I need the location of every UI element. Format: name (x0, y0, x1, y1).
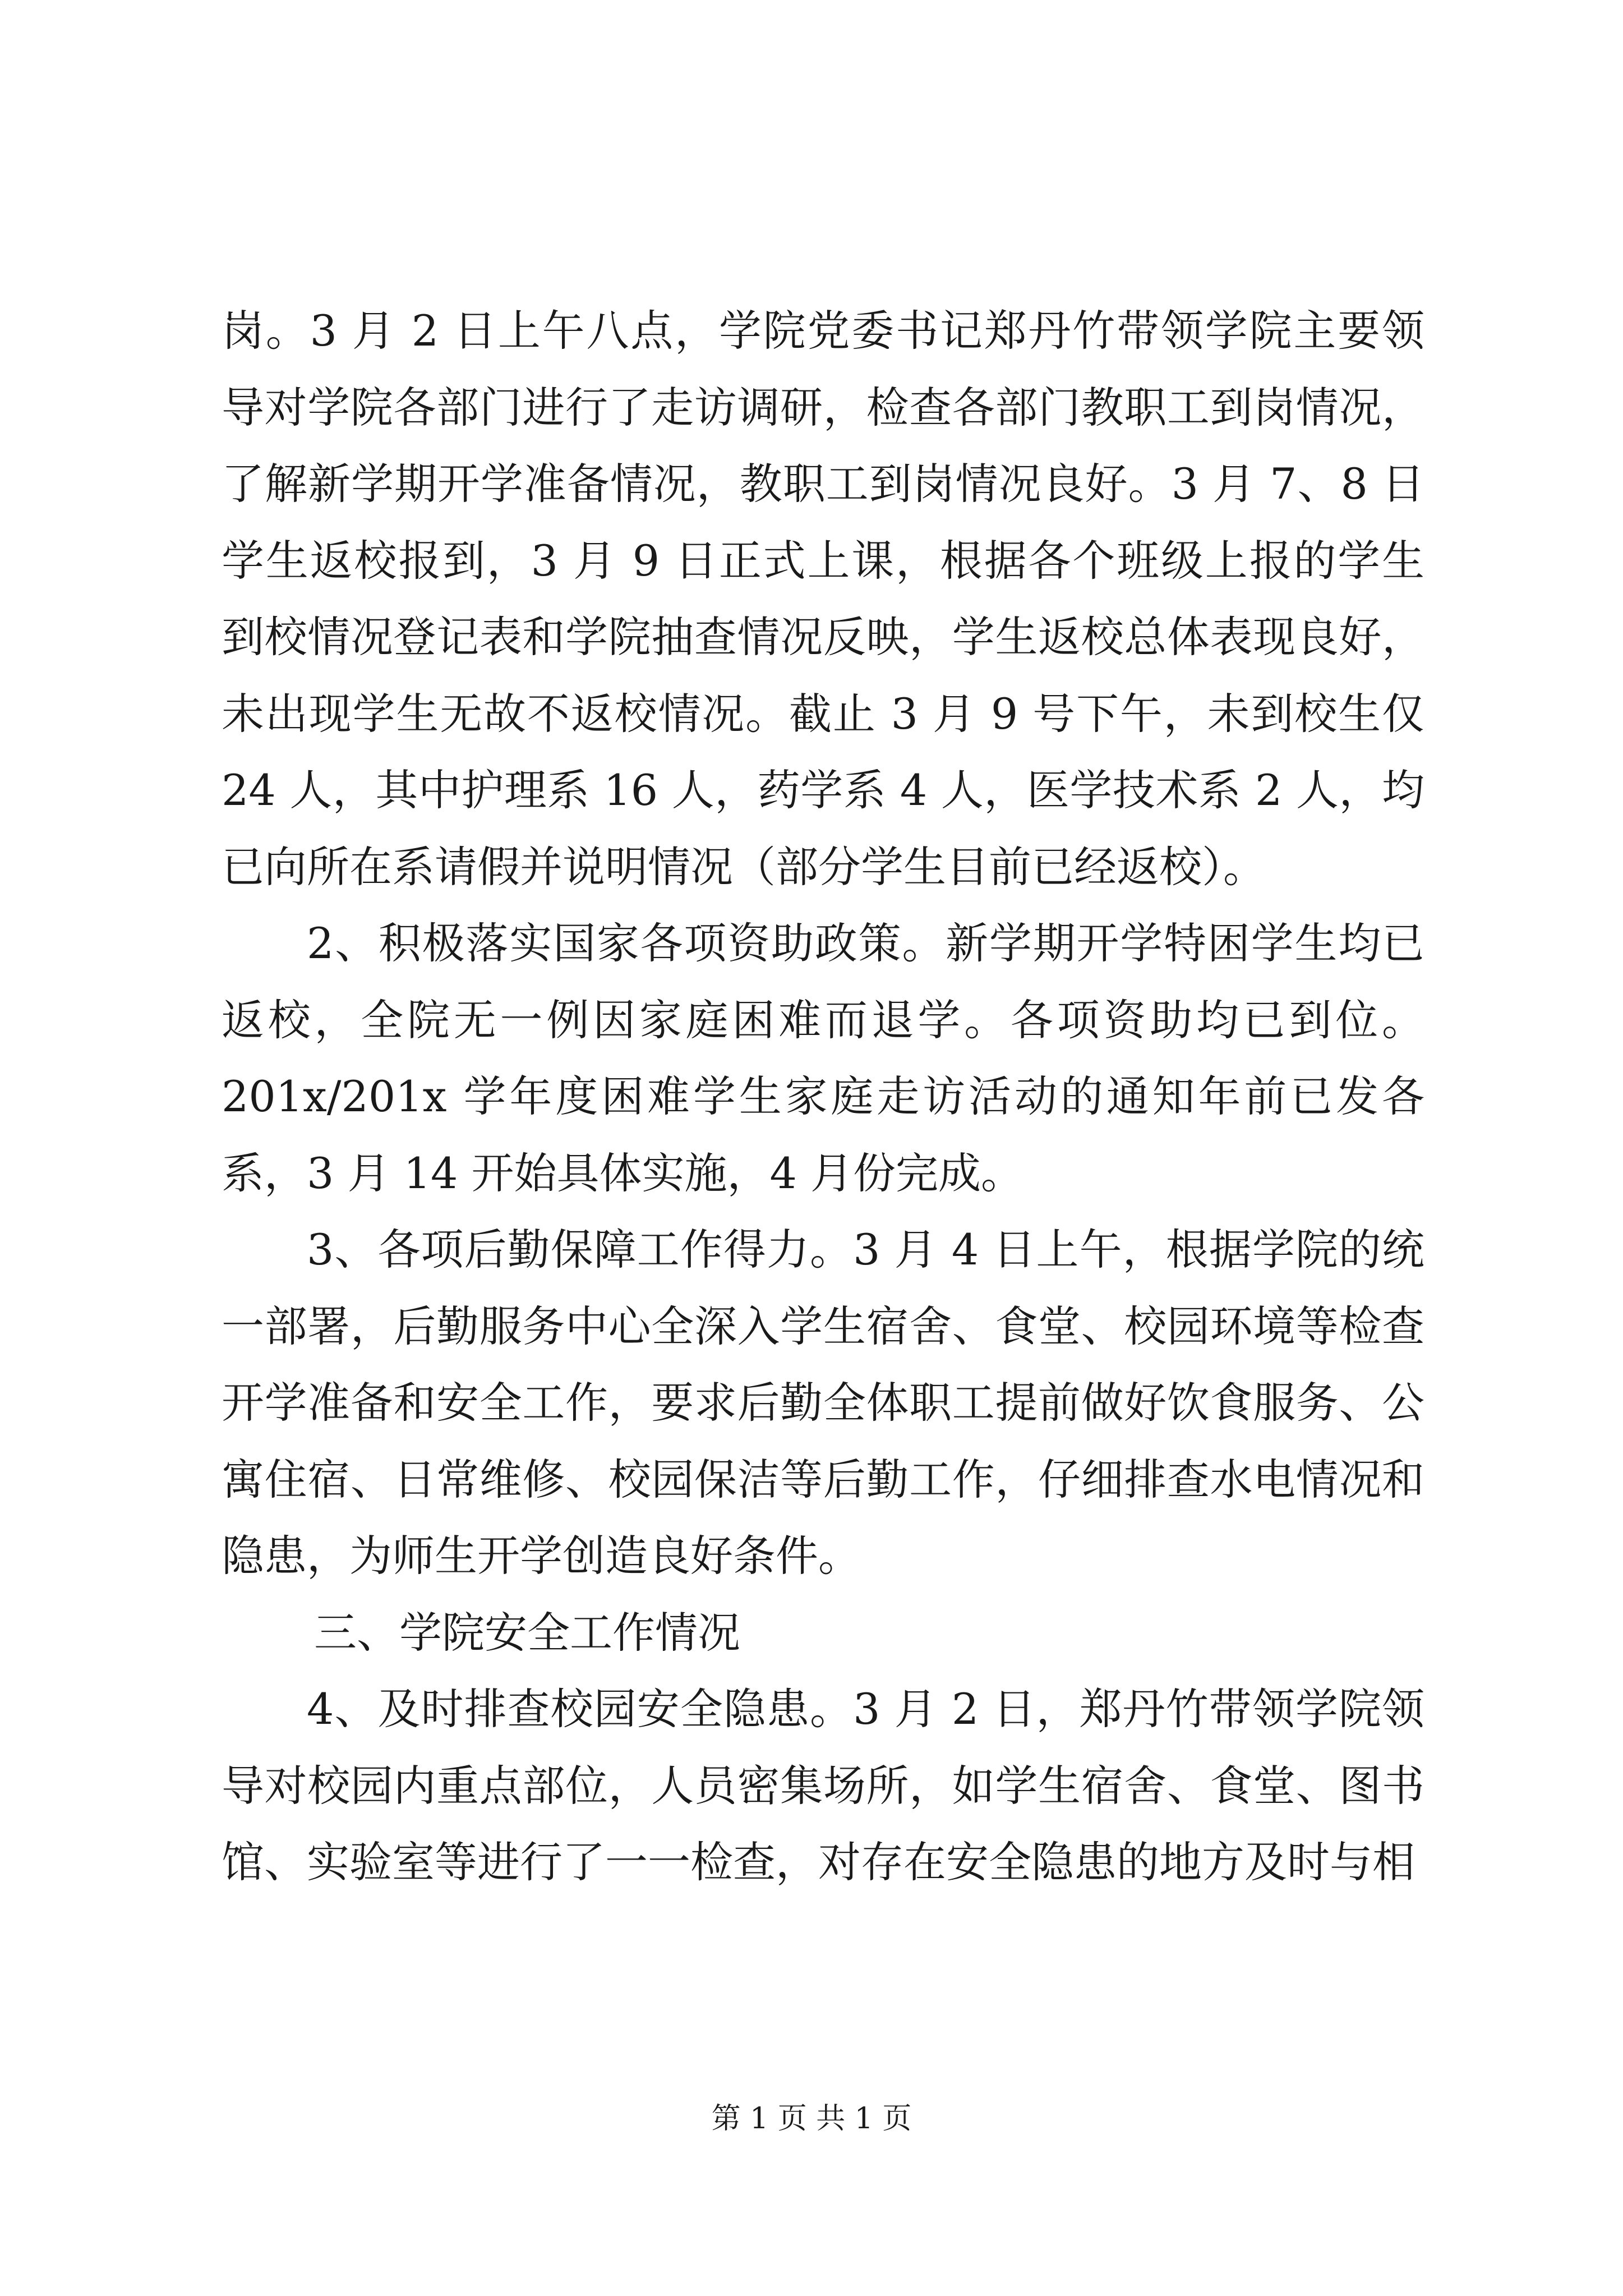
section-heading-safety: 三、学院安全工作情况 (314, 1607, 740, 1658)
document-body (222, 293, 1424, 1901)
paragraph-logistics: 3、各项后勤保障工作得力。3 月 4 日上午，根据学院的统一部署，后勤服务中心全深入学生宿舍、食堂、校园环境等检查开学准备和安全工作，要求后勤全体职工提前做好饮食服务、公寓住宿、日常维修、校园保洁等后勤工作，仔细排查水电情况和隐患，为师生开学创造良好条件。 (222, 1225, 1424, 1581)
paragraph-safety-check: 4、及时排查校园安全隐患。3 月 2 日，郑丹竹带领学院领导对校园内重点部位，人员密集场所，如学生宿舍、食堂、图书馆、实验室等进行了一一检查，对存在安全隐患的地方及时与相 (222, 1684, 1424, 1887)
paragraph-funding-policy: 2、积极落实国家各项资助政策。新学期开学特困学生均已返校，全院无一例因家庭困难而退学。各项资助均已到位。201x/201x 学年度困难学生家庭走访活动的通知年前已发各系，3 月 14 开始具体实施，4 月份完成。 (222, 918, 1424, 1198)
paragraph-continuation: 岗。3 月 2 日上午八点，学院党委书记郑丹竹带领学院主要领导对学院各部门进行了走访调研，检查各部门教职工到岗情况，了解新学期开学准备情况，教职工到岗情况良好。3 月 7、8 日学生返校报到，3 月 9 日正式上课，根据各个班级上报的学生到校情况登记表和学院抽查情况反映，学生返校总体表现良好，未出现学生无故不返校情况。截止 3 月 9 号下午，未到校生仅 24 人，其中护理系 16 人，药学系 4 人，医学技术系 2 人，均已向所在系请假并说明情况（部分学生目前已经返校）。 (222, 306, 1424, 892)
page-footer: 第 1 页 共 1 页 (711, 2102, 912, 2136)
